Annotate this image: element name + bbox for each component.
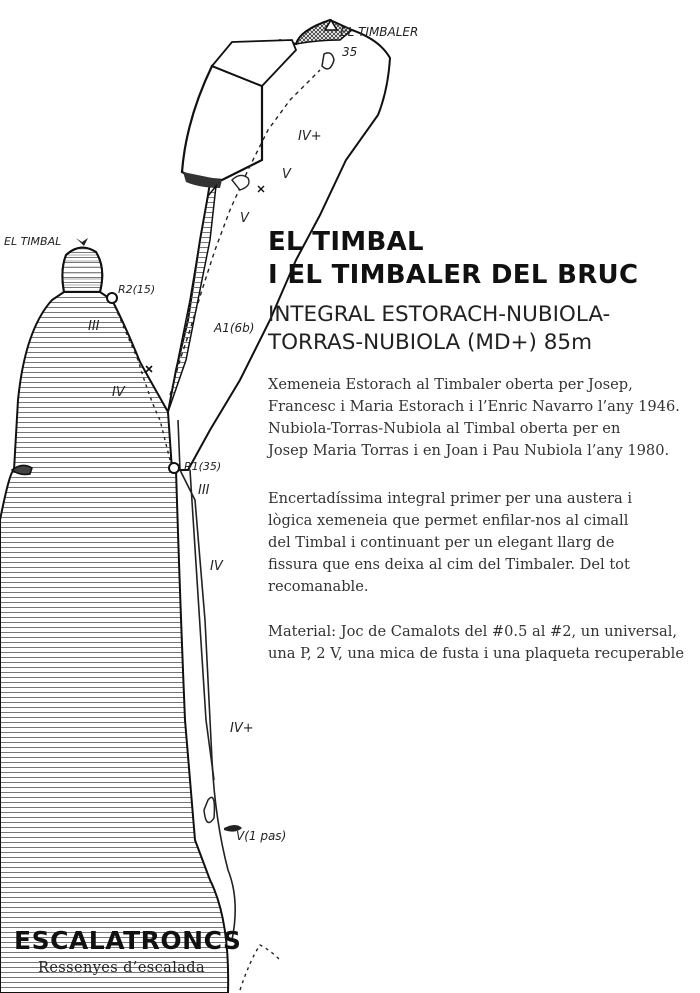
brand-name: ESCALATRONCS — [14, 926, 242, 955]
label-grade-ivplus-low: IV+ — [230, 721, 254, 736]
belay-r2-marker — [107, 293, 117, 303]
brand-tagline: Ressenyes d’escalada — [38, 960, 206, 976]
label-grade-iii-right: III — [198, 483, 210, 498]
timbal-summit-marker — [76, 238, 88, 246]
history-line: Nubiola-Torras-Nubiola al Timbal oberta per en — [268, 420, 621, 437]
label-grade-ivplus-top: IV+ — [298, 129, 322, 144]
label-timbaler-height: 35 — [342, 45, 358, 59]
page-title — [268, 226, 638, 292]
subtitle-line-2: TORRAS-NUBIOLA (MD+) 85m — [268, 330, 593, 355]
label-grade-start: V(1 pas) — [236, 829, 287, 843]
review-line: fissura que ens deixa al cim del Timbaler. Del tot — [268, 556, 630, 573]
label-grade-iii-left: III — [88, 319, 100, 334]
label-timbal: EL TIMBAL — [4, 235, 62, 248]
subtitle-line-1: INTEGRAL ESTORACH-NUBIOLA- — [268, 302, 611, 327]
label-belay-r2: R2(15) — [118, 283, 156, 296]
material-line: una P, 2 V, una mica de fusta i una plaqueta recuperable — [268, 645, 684, 662]
label-grade-a1: A1(6b) — [214, 321, 255, 335]
history-line: Josep Maria Torras i en Joan i Pau Nubiola l’any 1980. — [268, 442, 670, 459]
title-line-2: I EL TIMBALER DEL BRUC — [268, 260, 639, 290]
history-line: Francesc i Maria Estorach i l’Enric Navarro l’any 1946. — [268, 398, 680, 415]
route-subtitle — [268, 301, 610, 357]
title-line-1: EL TIMBAL — [268, 227, 424, 257]
label-grade-iv-right: IV — [210, 559, 223, 574]
review-line: Encertadíssima integral primer per una austera i — [268, 490, 633, 507]
label-belay-r1: R1(35) — [184, 460, 222, 473]
review-line: recomanable. — [268, 578, 369, 595]
label-grade-iv-left: IV — [112, 385, 125, 400]
review-line: del Timbal i continuant per un elegant llarg de — [268, 534, 615, 551]
material-line: Material: Joc de Camalots del #0.5 al #2, un universal, — [268, 623, 678, 640]
label-grade-v-mid: V — [240, 211, 249, 226]
review-paragraph — [268, 488, 688, 598]
belay-r1-marker — [169, 463, 179, 473]
label-grade-v-upper: V — [282, 167, 291, 182]
history-paragraph — [268, 374, 688, 462]
history-line: Xemeneia Estorach al Timbaler oberta per Josep, — [268, 376, 633, 393]
label-timbaler: EL TIMBALER — [340, 25, 419, 39]
material-paragraph — [268, 621, 688, 665]
review-line: lògica xemeneia que permet enfilar-nos al cimall — [268, 512, 629, 529]
